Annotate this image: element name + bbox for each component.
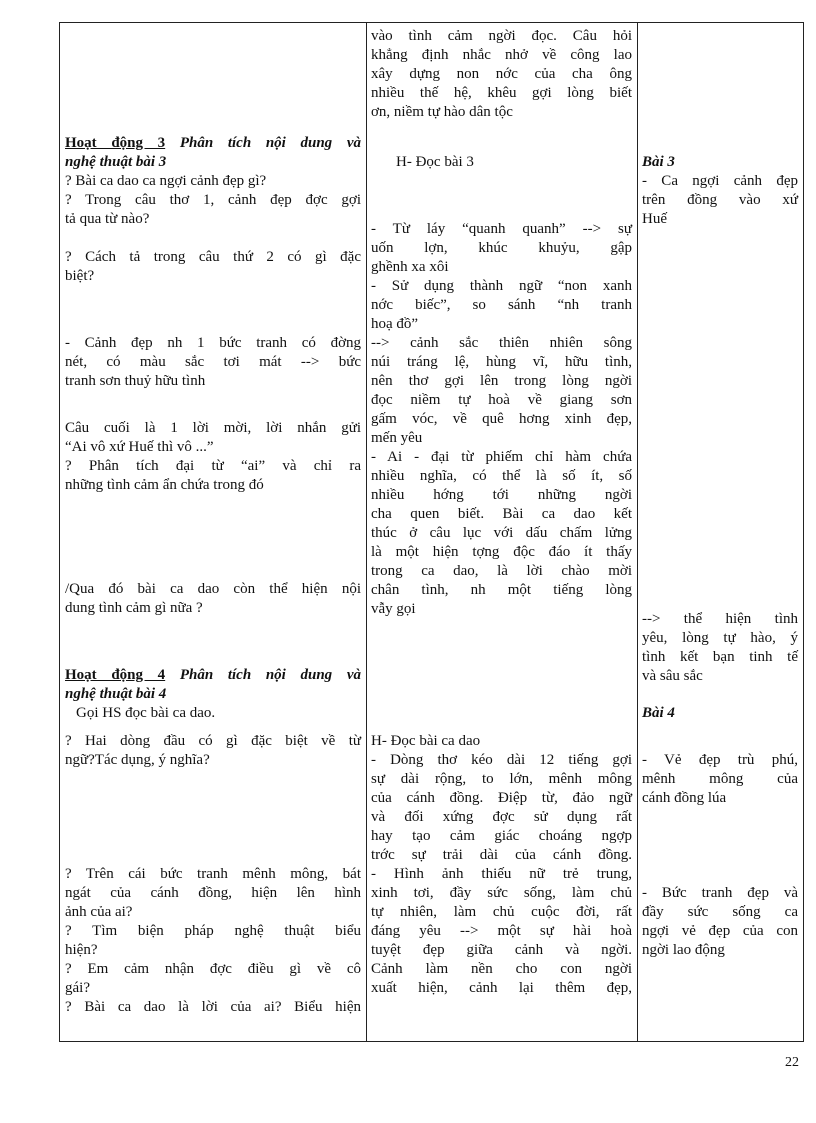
summary-line: tình kết bạn tinh tế (642, 649, 798, 665)
paragraph: tranh sơn thuỷ hữu tình (65, 373, 206, 389)
question: ngát của cánh đồng, hiện lên hình (65, 885, 361, 901)
question: ? Hai dòng đầu có gì đặc biệt về từ (65, 733, 361, 749)
question: ? Cách tả trong câu thứ 2 có gì đặc (65, 249, 361, 265)
activity-4-heading: Hoạt động 4 Phân tích nội dung và (65, 667, 361, 683)
section-title-bai-3: Bài 3 (642, 154, 675, 170)
question: gái? (65, 980, 90, 996)
summary-line: yêu, lòng tự hào, ý (642, 630, 798, 646)
content-line: ghềnh xa xôi (371, 259, 449, 275)
content-line: đọc niềm tự hoà về giang sơn (371, 392, 632, 408)
summary-line: trên đồng vào xứ (642, 192, 798, 208)
content-line: tự nhiên, làm chủ cuộc đời, rất (371, 904, 632, 920)
question: ? Em cảm nhận đợc điều gì về cô (65, 961, 361, 977)
content-line: vào tình cảm ngời đọc. Câu hỏi (371, 28, 632, 44)
content-line: nớc biếc”, so sánh “nh tranh (371, 297, 632, 313)
summary-column (637, 23, 803, 1041)
page-number: 22 (785, 1055, 799, 1070)
question: ? Tìm biện pháp nghệ thuật biểu (65, 923, 361, 939)
summary-line: - Vẻ đẹp trù phú, (642, 752, 798, 768)
content-line: hoạ đồ” (371, 316, 419, 332)
summary-line: cánh đồng lúa (642, 790, 727, 806)
content-line: uốn lợn, khúc khuỷu, gập (371, 240, 632, 256)
activities-column (60, 23, 366, 1041)
content-line: hay tạo cảm giác choáng ngợp (371, 828, 632, 844)
content-line: gấm vóc, về quê hơng xinh đẹp, (371, 411, 632, 427)
content-line: nhiều thế hệ, khêu gợi lòng biết (371, 85, 632, 101)
content-line: --> cảnh sắc thiên nhiên sông (371, 335, 632, 351)
content-line: trong ca dao, là lời chào mời (371, 563, 632, 579)
summary-line: mênh mông của (642, 771, 798, 787)
content-line: Cảnh làm nền cho con ngời (371, 961, 632, 977)
content-line: nhiều hớng tới những ngời (371, 487, 632, 503)
content-line: và đối xứng đợc sử dụng rất (371, 809, 632, 825)
paragraph: Gọi HS đọc bài ca dao. (76, 705, 216, 721)
content-line: xinh tơi, đầy sức sống, làm chủ (371, 885, 632, 901)
question: tả qua từ nào? (65, 211, 150, 227)
content-line: nên thơ gợi lên trong lòng ngời (371, 373, 632, 389)
activity-3-heading: Hoạt động 3 Phân tích nội dung và (65, 135, 361, 151)
content-line: H- Đọc bài ca dao (371, 733, 481, 749)
paragraph: Câu cuối là 1 lời mời, lời nhắn gửi (65, 420, 361, 436)
content-line: tuyệt đẹp giữa cảnh và ngời. (371, 942, 632, 958)
question: /Qua đó bài ca dao còn thể hiện nội (65, 581, 361, 597)
summary-line: ngợi vẻ đẹp của con (642, 923, 798, 939)
content-line: ơn, niềm tự hào dân tộc (371, 104, 513, 120)
content-line: thúc ở câu lục với dấu chấm lửng (371, 525, 632, 541)
question: hiện? (65, 942, 98, 958)
summary-line: ngời lao động (642, 942, 725, 958)
content-line: - Từ láy “quanh quanh” --> sự (371, 221, 632, 237)
content-line: khẳng định nhắc nhở về công lao (371, 47, 632, 63)
content-line: chân tình, nh một tiếng lòng (371, 582, 632, 598)
question: ? Phân tích đại từ “ai” và chỉ ra (65, 458, 361, 474)
question: biệt? (65, 268, 95, 284)
activity-3-heading-cont: nghệ thuật bài 3 (65, 154, 167, 170)
question: ảnh của ai? (65, 904, 133, 920)
question: ? Trên cái bức tranh mênh mông, bát (65, 866, 361, 882)
paragraph: - Cảnh đẹp nh 1 bức tranh có đờng (65, 335, 361, 351)
summary-line: - Bức tranh đẹp và (642, 885, 798, 901)
question: ? Trong câu thơ 1, cảnh đẹp đợc gợi (65, 192, 361, 208)
content-column (366, 23, 637, 1041)
content-line: núi tráng lệ, hùng vĩ, hữu tình, (371, 354, 632, 370)
activity-4-heading-cont: nghệ thuật bài 4 (65, 686, 167, 702)
question: ngữ?Tác dụng, ý nghĩa? (65, 752, 210, 768)
content-line: - Hình ảnh thiếu nữ trẻ trung, (371, 866, 632, 882)
content-line: - Dòng thơ kéo dài 12 tiếng gợi (371, 752, 632, 768)
content-line: vẫy gọi (371, 601, 416, 617)
content-line: đáng yêu --> một sự hài hoà (371, 923, 632, 939)
content-line: của cánh đồng. Điệp từ, đảo ngữ (371, 790, 632, 806)
summary-line: Huế (642, 211, 667, 227)
content-line: nhiều nghĩa, có thể là số ít, số (371, 468, 632, 484)
content-line: xuất hiện, cảnh lại thêm đẹp, (371, 980, 632, 996)
content-line: sự dài rộng, to lớn, mênh mông (371, 771, 632, 787)
content-line: là một hiện tợng độc đáo ít thấy (371, 544, 632, 560)
summary-line: --> thể hiện tình (642, 611, 798, 627)
paragraph: nét, có màu sắc tơi mát --> bức (65, 354, 361, 370)
content-line: - Ai - đại từ phiếm chỉ hàm chứa (371, 449, 632, 465)
summary-line: và sâu sắc (642, 668, 703, 684)
content-line: mến yêu (371, 430, 423, 446)
content-line: xây dựng non nớc của cha ông (371, 66, 632, 82)
content-line: trớc sự trải dài của cánh đồng. (371, 847, 632, 863)
question: dung tình cảm gì nữa ? (65, 600, 203, 616)
lesson-table (59, 22, 804, 1042)
summary-line: đầy sức sống ca (642, 904, 798, 920)
question: ? Bài ca dao là lời của ai? Biểu hiện (65, 999, 361, 1015)
summary-line: - Ca ngợi cảnh đẹp (642, 173, 798, 189)
content-line: H- Đọc bài 3 (396, 154, 474, 170)
content-line: - Sử dụng thành ngữ “non xanh (371, 278, 632, 294)
section-title-bai-4: Bài 4 (642, 705, 675, 721)
question: ? Bài ca dao ca ngợi cảnh đẹp gì? (65, 173, 267, 189)
paragraph: “Ai vô xứ Huế thì vô ...” (65, 439, 214, 455)
content-line: cha quen biết. Bài ca dao kết (371, 506, 632, 522)
question: những tình cảm ẩn chứa trong đó (65, 477, 264, 493)
